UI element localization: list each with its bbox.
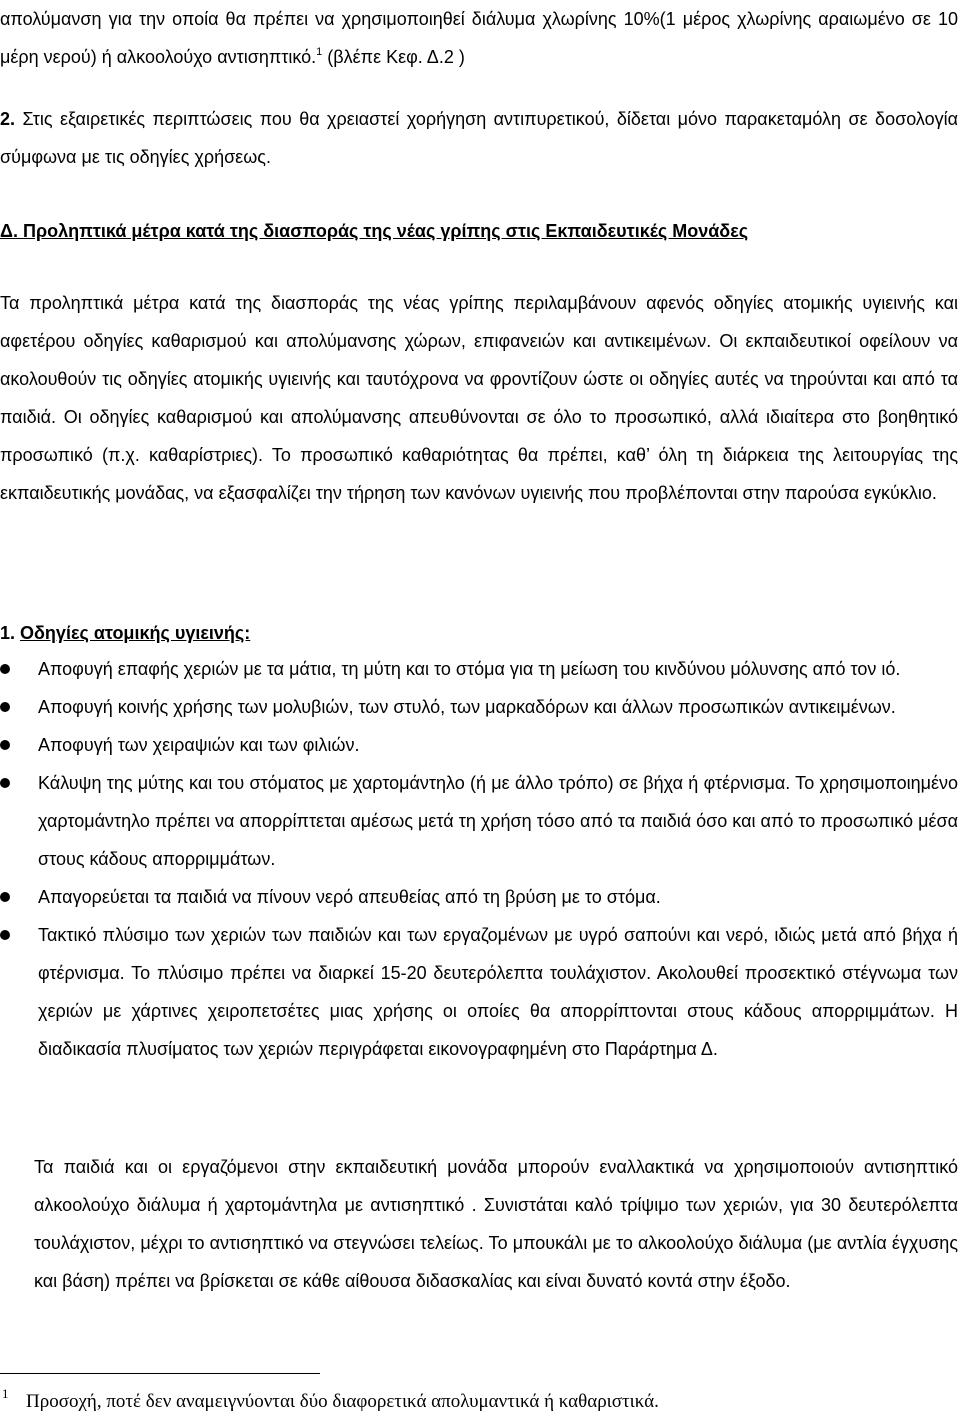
bullet-icon	[0, 702, 10, 712]
point-2-paragraph	[0, 100, 958, 176]
intro-paragraph	[0, 0, 958, 76]
list-item: Τακτικό πλύσιμο των χεριών των παιδιών και των εργαζομένων με υγρό σαπούνι και νερό, ιδιώς μετά από βήχα ή φτέρνισμα. Το πλύσιμο πρέπει να διαρκεί 15-20 δευτερόλεπτα τουλάχιστον. Ακολουθεί προσεκτικό στέγνωμα των χεριών με χάρτινες χειροπετσέτες μιας χρήσης οι οποίες θα απορρίπτονται στους κάδους απορριμμάτων. Η διαδικασία πλυσίματος των χεριών περιγράφεται εικονογραφημένη στο Παράρτημα Δ.	[0, 916, 958, 1068]
footnote-divider	[0, 1373, 320, 1374]
list-item: Αποφυγή κοινής χρήσης των μολυβιών, των στυλό, των μαρκαδόρων και άλλων προσωπικών αντικειμένων.	[0, 688, 958, 726]
footnote-number: 1	[2, 1386, 9, 1401]
subsection-number: 1.	[0, 623, 21, 643]
intro-reference: (βλέπε Κεφ. Δ.2 )	[322, 47, 465, 67]
subsection-label: Οδηγίες ατομικής υγιεινής:	[20, 623, 251, 643]
hygiene-bullet-list	[0, 650, 958, 1068]
footnote	[0, 1388, 958, 1416]
list-item: Αποφυγή επαφής χεριών με τα μάτια, τη μύτη και το στόμα για τη μείωση του κινδύνου μόλυνσης από τον ιό.	[0, 650, 958, 688]
list-item: Κάλυψη της μύτης και του στόματος με χαρτομάντηλο (ή με άλλο τρόπο) σε βήχα ή φτέρνισμα. Το χρησιμοποιημένο χαρτομάντηλο πρέπει να απορρίπτεται αμέσως μετά τη χρήση τόσο από τα παιδιά όσο και από το προσωπικό μέσα στους κάδους απορριμμάτων.	[0, 764, 958, 878]
bullet-icon	[0, 892, 10, 902]
bullet-icon	[0, 930, 10, 940]
list-item: Αποφυγή των χειραψιών και των φιλιών.	[0, 726, 958, 764]
point-2-number: 2.	[0, 109, 16, 129]
footnote-reference[interactable]: 1	[316, 46, 323, 58]
section-title: Δ. Προληπτικά μέτρα κατά της διασποράς της νέας γρίπης στις Εκπαιδευτικές Μονάδες	[0, 221, 749, 241]
section-intro-paragraph: Τα προληπτικά μέτρα κατά της διασποράς της νέας γρίπης περιλαμβάνουν αφενός οδηγίες ατομικής υγιεινής και αφετέρου οδηγίες καθαρισμού και απολύμανσης χώρων, επιφανειών και αντικειμένων. Οι εκπαιδευτικοί οφείλουν να ακολουθούν τις οδηγίες ατομικής υγιεινής και ταυτόχρονα να φροντίζουν ώστε οι οδηγίες αυτές να τηρούνται και από τα παιδιά. Οι οδηγίες καθαρισμού και απολύμανσης απευθύνονται σε όλο το προσωπικό, αλλά ιδιαίτερα στο βοηθητικό προσωπικό (π.χ. καθαρίστριες). Το προσωπικό καθαριότητας θα πρέπει, καθ’ όλη τη διάρκεια της λειτουργίας της εκπαιδευτικής μονάδας, να εξασφαλίζει την τήρηση των κανόνων υγιεινής που προβλέπονται στην παρούσα εγκύκλιο.	[0, 293, 958, 503]
bullet-icon	[0, 664, 10, 674]
footnote-text: Προσοχή, ποτέ δεν αναμειγνύονται δύο διαφορετικά απολυμαντικά ή καθαριστικά.	[26, 1391, 659, 1412]
closing-paragraph: Τα παιδιά και οι εργαζόμενοι στην εκπαιδευτική μονάδα μπορούν εναλλακτικά να χρησιμοποιούν αντισηπτικό αλκοολούχο διάλυμα ή χαρτομάντηλα με αντισηπτικό . Συνιστάται καλό τρίψιμο των χεριών, για 30 δευτερόλεπτα τουλάχιστον, μέχρι το αντισηπτικό να στεγνώσει τελείως. Το μπουκάλι με το αλκοολούχο διάλυμα (με αντλία έγχυσης και βάση) πρέπει να βρίσκεται σε κάθε αίθουσα διδασκαλίας και είναι δυνατό κοντά στην έξοδο.	[34, 1157, 958, 1291]
intro-text: απολύμανση για την οποία θα πρέπει να χρησιμοποιηθεί διάλυμα χλωρίνης 10%(1 μέρος χλωρίνης αραιωμένο σε 10 μέρη νερού) ή αλκοολούχο αντισηπτικό.	[0, 9, 958, 67]
list-item: Απαγορεύεται τα παιδιά να πίνουν νερό απευθείας από τη βρύση με το στόμα.	[0, 878, 958, 916]
bullet-icon	[0, 778, 10, 788]
subsection-title	[0, 614, 250, 652]
point-2-text: Στις εξαιρετικές περιπτώσεις που θα χρειαστεί χορήγηση αντιπυρετικού, δίδεται μόνο παρακεταμόλη σε δοσολογία σύμφωνα με τις οδηγίες χρήσεως.	[0, 109, 958, 167]
bullet-icon	[0, 740, 10, 750]
